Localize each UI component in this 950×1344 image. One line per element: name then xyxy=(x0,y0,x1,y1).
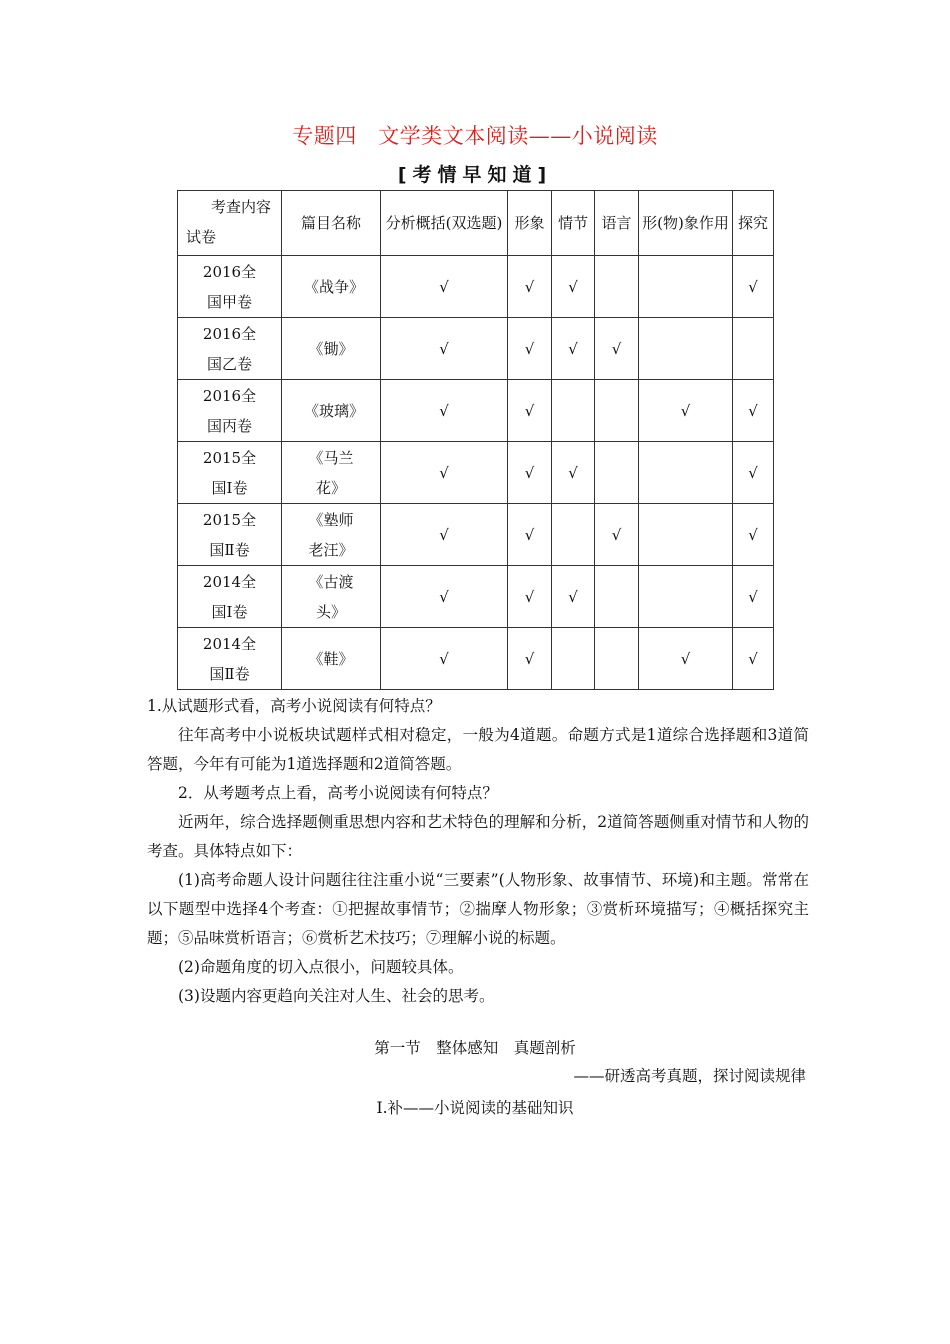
check-cell xyxy=(552,628,595,690)
table-row xyxy=(178,380,774,442)
check-cell: √ xyxy=(381,628,508,690)
table-row xyxy=(178,504,774,566)
title-cell: 《马兰花》 xyxy=(282,442,381,504)
table-row xyxy=(178,318,774,380)
check-cell: √ xyxy=(508,442,552,504)
section-banner: [考情早知道] xyxy=(397,164,553,186)
table-row xyxy=(178,442,774,504)
header-cell: 篇目名称 xyxy=(282,191,381,256)
check-cell: √ xyxy=(381,256,508,318)
check-cell xyxy=(552,504,595,566)
check-cell: √ xyxy=(595,318,639,380)
header-cell: 形(物)象作用 xyxy=(639,191,733,256)
exam-table xyxy=(177,190,774,690)
paper-cell: 2016全国甲卷 xyxy=(178,256,282,318)
check-cell xyxy=(552,380,595,442)
check-cell: √ xyxy=(508,256,552,318)
check-cell: √ xyxy=(381,380,508,442)
body-text xyxy=(147,692,809,1011)
title-cell: 《战争》 xyxy=(282,256,381,318)
section-subtitle: ——研透高考真题，探讨阅读规律 xyxy=(573,1067,806,1085)
check-cell: √ xyxy=(508,504,552,566)
table-row xyxy=(178,256,774,318)
check-cell: √ xyxy=(733,628,774,690)
table-header-row xyxy=(178,191,774,256)
check-cell: √ xyxy=(733,256,774,318)
check-cell: √ xyxy=(595,504,639,566)
point-2: (2)命题角度的切入点很小，问题较具体。 xyxy=(178,958,464,976)
check-cell: √ xyxy=(733,442,774,504)
check-cell: √ xyxy=(733,504,774,566)
check-cell: √ xyxy=(552,566,595,628)
title-cell: 《鞋》 xyxy=(282,628,381,690)
check-cell: √ xyxy=(508,318,552,380)
question-1: 1.从试题形式看，高考小说阅读有何特点？ xyxy=(147,697,441,715)
check-cell xyxy=(639,256,733,318)
diagonal-header-cell xyxy=(178,191,282,256)
check-cell xyxy=(595,380,639,442)
check-cell: √ xyxy=(552,256,595,318)
header-cell: 语言 xyxy=(595,191,639,256)
check-cell: √ xyxy=(508,628,552,690)
answer-2: 近两年，综合选择题侧重思想内容和艺术特色的理解和分析，2道简答题侧重对情节和人物的考查。具体特点如下： xyxy=(147,813,809,860)
title-cell: 《古渡头》 xyxy=(282,566,381,628)
check-cell: √ xyxy=(381,566,508,628)
section-title: 第一节 整体感知 真题剖析 xyxy=(374,1039,576,1057)
header-cell: 探究 xyxy=(733,191,774,256)
check-cell xyxy=(595,566,639,628)
check-cell: √ xyxy=(733,380,774,442)
paper-cell: 2016全国丙卷 xyxy=(178,380,282,442)
check-cell: √ xyxy=(733,566,774,628)
check-cell xyxy=(595,628,639,690)
check-cell xyxy=(733,318,774,380)
paper-cell: 2015全国Ⅱ卷 xyxy=(178,504,282,566)
title-cell: 《锄》 xyxy=(282,318,381,380)
title-cell: 《塾师老汪》 xyxy=(282,504,381,566)
answer-1: 往年高考中小说板块试题样式相对稳定，一般为4道题。命题方式是1道综合选择题和3道简答题，今年有可能为1道选择题和2道简答题。 xyxy=(147,726,809,773)
check-cell xyxy=(595,442,639,504)
check-cell xyxy=(595,256,639,318)
paper-cell: 2014全国Ⅱ卷 xyxy=(178,628,282,690)
check-cell: √ xyxy=(508,380,552,442)
header-cell: 分析概括(双选题) xyxy=(381,191,508,256)
point-3: (3)设题内容更趋向关注对人生、社会的思考。 xyxy=(178,987,495,1005)
title-cell: 《玻璃》 xyxy=(282,380,381,442)
check-cell: √ xyxy=(381,318,508,380)
point-1: (1)高考命题人设计问题往往注重小说“三要素”(人物形象、故事情节、环境)和主题。常常在以下题型中选择4个考查：①把握故事情节；②揣摩人物形象；③赏析环境描写；④概括探究主题；⑤品味赏析语言；⑥赏析艺术技巧；⑦理解小说的标题。 xyxy=(147,871,809,947)
paper-cell: 2014全国Ⅰ卷 xyxy=(178,566,282,628)
check-cell xyxy=(639,442,733,504)
part-title: Ⅰ.补——小说阅读的基础知识 xyxy=(376,1099,574,1117)
table-row xyxy=(178,566,774,628)
check-cell: √ xyxy=(381,504,508,566)
check-cell: √ xyxy=(639,628,733,690)
table-row xyxy=(178,628,774,690)
check-cell: √ xyxy=(508,566,552,628)
check-cell: √ xyxy=(552,318,595,380)
check-cell: √ xyxy=(552,442,595,504)
header-paper-label: 试卷 xyxy=(186,228,217,246)
check-cell xyxy=(639,318,733,380)
check-cell xyxy=(639,504,733,566)
page-title: 专题四 文学类文本阅读——小说阅读 xyxy=(292,124,658,148)
check-cell: √ xyxy=(639,380,733,442)
paper-cell: 2016全国乙卷 xyxy=(178,318,282,380)
check-cell: √ xyxy=(381,442,508,504)
header-cell: 情节 xyxy=(552,191,595,256)
header-content-label: 考查内容 xyxy=(210,198,271,216)
paper-cell: 2015全国Ⅰ卷 xyxy=(178,442,282,504)
check-cell xyxy=(639,566,733,628)
question-2: 2．从考题考点上看，高考小说阅读有何特点？ xyxy=(178,784,498,802)
header-cell: 形象 xyxy=(508,191,552,256)
